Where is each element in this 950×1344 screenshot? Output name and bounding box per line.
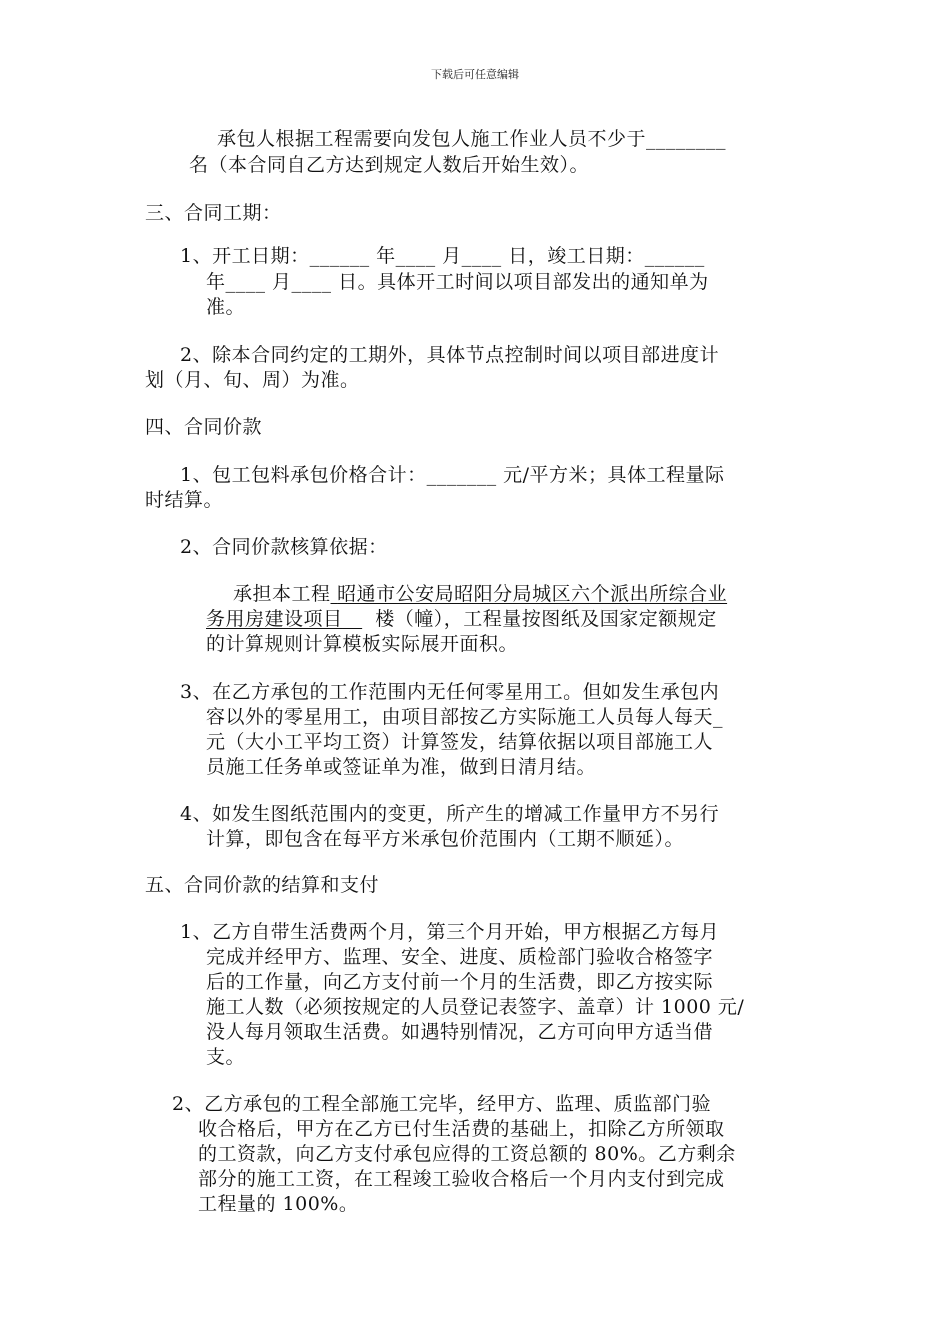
paragraph-line: 承包人根据工程需要向发包人施工作业人员不少于________	[217, 128, 727, 150]
paragraph-line: 4、如发生图纸范围内的变更，所产生的增减工作量甲方不另行	[180, 803, 720, 825]
paragraph-line: 完成并经甲方、监理、安全、进度、质检部门验收合格签字	[206, 946, 714, 968]
paragraph-line: 2、乙方承包的工程全部施工完毕，经甲方、监理、质监部门验	[172, 1093, 712, 1115]
paragraph-line: 支。	[206, 1046, 246, 1068]
project-name-underlined: 昭通市公安局昭阳分局城区六个派出所综合业	[337, 583, 728, 605]
paragraph-line: 时结算。	[145, 489, 224, 511]
paragraph-line: 计算，即包含在每平方米承包价范围内（工期不顺延）。	[206, 828, 685, 850]
paragraph-line: 1、包工包料承包价格合计：_______ 元/平方米；具体工程量际	[180, 464, 725, 486]
paragraph-line: 划（月、旬、周）为准。	[145, 369, 360, 391]
project-name-underlined: 务用房建设项目	[206, 608, 343, 630]
paragraph-line: 元（大小工平均工资）计算签发，结算依据以项目部施工人	[206, 731, 714, 753]
paragraph-line	[233, 582, 727, 606]
paragraph-line: 1、开工日期：______ 年____ 月____ 日，竣工日期：______	[180, 245, 705, 267]
paragraph-line: 后的工作量，向乙方支付前一个月的生活费，即乙方按实际	[206, 971, 714, 993]
paragraph-line: 容以外的零星用工，由项目部按乙方实际施工人员每人每天_	[206, 706, 724, 728]
paragraph-line: 名（本合同自乙方达到规定人数后开始生效）。	[189, 154, 590, 176]
paragraph-line: 准。	[206, 296, 246, 318]
paragraph-line: 2、合同价款核算依据：	[180, 536, 388, 558]
paragraph-line: 收合格后，甲方在乙方已付生活费的基础上，扣除乙方所领取	[198, 1118, 725, 1140]
text-run: 承担本工程	[233, 583, 331, 605]
paragraph-line: 部分的施工工资，在工程竣工验收合格后一个月内支付到完成	[198, 1168, 725, 1190]
paragraph-line	[206, 607, 717, 631]
section-heading: 五、合同价款的结算和支付	[145, 874, 380, 896]
page-header: 下载后可任意编辑	[431, 68, 519, 81]
paragraph-line: 工程量的 100%。	[198, 1193, 359, 1215]
paragraph-line: 年____ 月____ 日。具体开工时间以项目部发出的通知单为	[206, 271, 709, 293]
paragraph-line: 没人每月领取生活费。如遇特别情况，乙方可向甲方适当借	[206, 1021, 714, 1043]
paragraph-line: 2、除本合同约定的工期外，具体节点控制时间以项目部进度计	[180, 344, 720, 366]
section-heading: 三、合同工期：	[145, 202, 282, 224]
paragraph-line: 1、乙方自带生活费两个月，第三个月开始，甲方根据乙方每月	[180, 921, 720, 943]
section-heading: 四、合同价款	[145, 416, 263, 438]
text-run: 楼（幢），工程量按图纸及国家定额规定	[375, 608, 717, 630]
paragraph-line: 施工人数（必须按规定的人员登记表签字、盖章）计 1000 元/	[206, 996, 745, 1018]
paragraph-line: 的工资款，向乙方支付承包应得的工资总额的 80%。乙方剩余	[198, 1143, 736, 1165]
paragraph-line: 员施工任务单或签证单为准，做到日清月结。	[206, 756, 597, 778]
paragraph-line: 3、在乙方承包的工作范围内无任何零星用工。但如发生承包内	[180, 681, 720, 703]
paragraph-line: 的计算规则计算模板实际展开面积。	[206, 633, 519, 655]
